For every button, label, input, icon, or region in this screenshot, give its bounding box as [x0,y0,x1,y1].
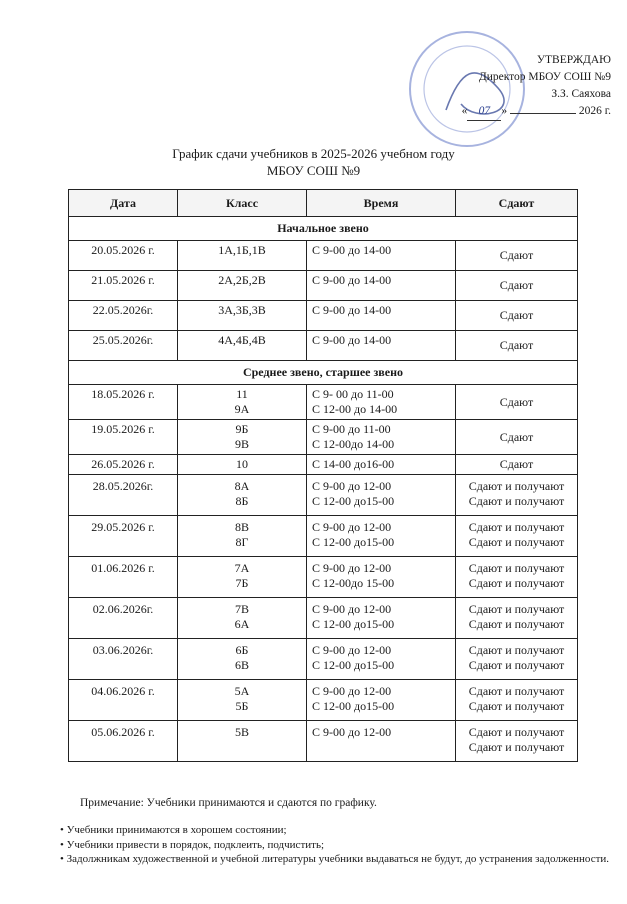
cell-class [178,475,307,516]
cell-time-line: С 12-00до 14-00 [312,437,395,451]
cell-class-line: 10 [236,457,248,471]
cell-date: 21.05.2026 г. [69,271,178,301]
cell-action-line: Сдают и получают [468,494,565,508]
table-row [69,241,578,271]
cell-date: 20.05.2026 г. [69,241,178,271]
cell-class-line: 1А,1Б,1В [218,243,266,257]
cell-date: 28.05.2026г. [69,475,178,516]
cell-class-line: 8Б [235,494,249,508]
cell-time [307,475,456,516]
section-secondary [69,361,578,385]
cell-action [456,385,578,420]
cell-time [307,301,456,331]
cell-action-line: Сдают и получают [468,561,565,575]
cell-time-line: С 9-00 до 12-00 [312,684,392,698]
table-row [69,557,578,598]
cell-action-line: Сдают и получают [468,658,565,672]
table-row [69,455,578,475]
title-line-1: График сдачи учебников в 2025-2026 учебном году [172,146,455,161]
cell-action [456,331,578,361]
cell-time [307,680,456,721]
cell-time-line: С 12-00 до15-00 [312,699,395,713]
cell-date: 25.05.2026г. [69,331,178,361]
cell-action-line: Сдают и получают [468,535,565,549]
cell-time [307,271,456,301]
cell-class-line: 4А,4Б,4В [218,333,266,347]
cell-time-line: С 9-00 до 11-00 [312,422,391,436]
approval-title: УТВЕРЖДАЮ [536,54,611,66]
cell-time-line: С 9-00 до 12-00 [312,643,392,657]
cell-class [178,639,307,680]
cell-time-line: С 9-00 до 14-00 [312,243,392,257]
cell-class-line: 9В [234,437,249,451]
cell-class [178,385,307,420]
table-row [69,385,578,420]
cell-time-line: С 12-00 до15-00 [312,494,395,508]
cell-date: 19.05.2026 г. [69,420,178,455]
cell-time-line: С 9- 00 до 11-00 [312,387,394,401]
cell-action-line: Сдают и получают [468,725,565,739]
cell-time [307,639,456,680]
cell-class-line: 7А [234,561,250,575]
approval-position: Директор МБОУ СОШ №9 [478,71,611,83]
note: Примечание: Учебники принимаются и сдаются по графику. [80,797,377,809]
cell-class [178,680,307,721]
cell-action [456,475,578,516]
cell-action-line: Сдают [499,429,534,444]
cell-class-line: 3А,3Б,3В [218,303,266,317]
list-item: • Учебники принимаются в хорошем состоянии; [60,823,611,838]
approval-date: « 07 » 2026 г. [462,103,611,121]
cell-action-line: Сдают и получают [468,520,565,534]
list-item: • Учебники привести в порядок, подклеить, подчистить; [60,838,611,853]
cell-time-line: С 9-00 до 14-00 [312,273,392,287]
cell-class-line: 5В [234,725,249,739]
cell-action [456,420,578,455]
cell-action-line: Сдают и получают [468,576,565,590]
cell-date: 18.05.2026 г. [69,385,178,420]
cell-class [178,557,307,598]
cell-date: 29.05.2026 г. [69,516,178,557]
cell-class-line: 9Б [235,422,249,436]
cell-action [456,241,578,271]
cell-time-line: С 12-00 до 14-00 [312,402,398,416]
list-item: • Задолжникам художественной и учебной литературы учебники выдаваться не будут, до устранения задолженности. [60,852,611,867]
cell-action-line: Сдают и получают [468,479,565,493]
approval-year: 2026 г. [578,105,611,117]
cell-class-line: 7В [234,602,249,616]
table-row [69,639,578,680]
approval-name: З.З. Саяхова [551,88,611,100]
table-row [69,271,578,301]
cell-action-line: Сдают и получают [468,643,565,657]
cell-class-line: 7Б [235,576,249,590]
cell-time [307,516,456,557]
cell-action [456,455,578,475]
cell-time [307,455,456,475]
cell-class-line: 9А [234,402,250,416]
cell-date: 01.06.2026 г. [69,557,178,598]
cell-action-line: Сдают [499,308,534,322]
cell-time [307,598,456,639]
cell-action-line: Сдают и получают [468,699,565,713]
cell-class [178,271,307,301]
cell-action [456,557,578,598]
cell-date: 22.05.2026г. [69,301,178,331]
cell-time [307,331,456,361]
cell-class [178,516,307,557]
cell-action-line: Сдают и получают [468,740,565,754]
cell-action [456,721,578,762]
header-class: Класс [178,190,307,217]
cell-time-line: С 14-00 до16-00 [312,457,395,471]
cell-date: 26.05.2026 г. [69,455,178,475]
table-row [69,680,578,721]
cell-class-line: 5Б [235,699,249,713]
cell-date: 04.06.2026 г. [69,680,178,721]
cell-action-line: Сдают [499,278,534,292]
cell-class [178,331,307,361]
section-secondary-label: Среднее звено, старшее звено [69,361,578,385]
cell-action [456,639,578,680]
cell-class [178,455,307,475]
cell-class [178,598,307,639]
cell-class-line: 2А,2Б,2В [218,273,266,287]
header-time: Время [307,190,456,217]
cell-action [456,301,578,331]
cell-time-line: С 12-00 до15-00 [312,535,395,549]
title-line-2: МБОУ СОШ №9 [266,163,361,178]
cell-class-line: 8А [234,479,250,493]
cell-action-line: Сдают и получают [468,684,565,698]
table-row [69,475,578,516]
cell-class-line: 5А [234,684,250,698]
header-action: Сдают [456,190,578,217]
header-date: Дата [69,190,178,217]
cell-time [307,721,456,762]
cell-class-line: 11 [236,387,248,401]
cell-time-line: С 9-00 до 12-00 [312,479,392,493]
cell-action [456,271,578,301]
cell-action [456,516,578,557]
schedule-table [68,189,578,762]
cell-time [307,385,456,420]
cell-date: 02.06.2026г. [69,598,178,639]
table-row [69,331,578,361]
cell-time-line: С 9-00 до 14-00 [312,303,392,317]
approval-block [462,52,611,121]
cell-class [178,301,307,331]
cell-class-line: 6Б [235,643,249,657]
table-row [69,598,578,639]
cell-action [456,598,578,639]
cell-time-line: С 9-00 до 12-00 [312,520,392,534]
cell-time-line: С 12-00 до15-00 [312,658,395,672]
approval-day: 07 [467,103,501,121]
cell-time-line: С 9-00 до 14-00 [312,333,392,347]
cell-time [307,241,456,271]
table-row [69,516,578,557]
cell-action [456,680,578,721]
cell-class-line: 6А [234,617,250,631]
approval-month [510,113,576,114]
table-row [69,420,578,455]
table-header-row [69,190,578,217]
cell-action-line: Сдают [499,394,534,409]
cell-time-line: С 9-00 до 12-00 [312,602,392,616]
cell-action-line: Сдают [499,338,534,352]
cell-action-line: Сдают и получают [468,617,565,631]
cell-action-line: Сдают и получают [468,602,565,616]
table-row [69,721,578,762]
section-primary [69,217,578,241]
cell-class [178,241,307,271]
cell-class-line: 8Г [235,535,249,549]
cell-time [307,557,456,598]
section-primary-label: Начальное звено [69,217,578,241]
document-title [0,145,627,179]
cell-time-line: С 9-00 до 12-00 [312,561,392,575]
cell-date: 03.06.2026г. [69,639,178,680]
cell-time-line: С 12-00до 15-00 [312,576,395,590]
cell-date: 05.06.2026 г. [69,721,178,762]
cell-time [307,420,456,455]
cell-action-line: Сдают [499,248,534,262]
cell-time-line: С 9-00 до 12-00 [312,725,392,739]
cell-action-line: Сдают [499,457,534,471]
bullet-list [60,823,611,867]
cell-class [178,420,307,455]
cell-class-line: 8В [234,520,249,534]
cell-class [178,721,307,762]
cell-time-line: С 12-00 до15-00 [312,617,395,631]
cell-class-line: 6В [234,658,249,672]
table-row [69,301,578,331]
